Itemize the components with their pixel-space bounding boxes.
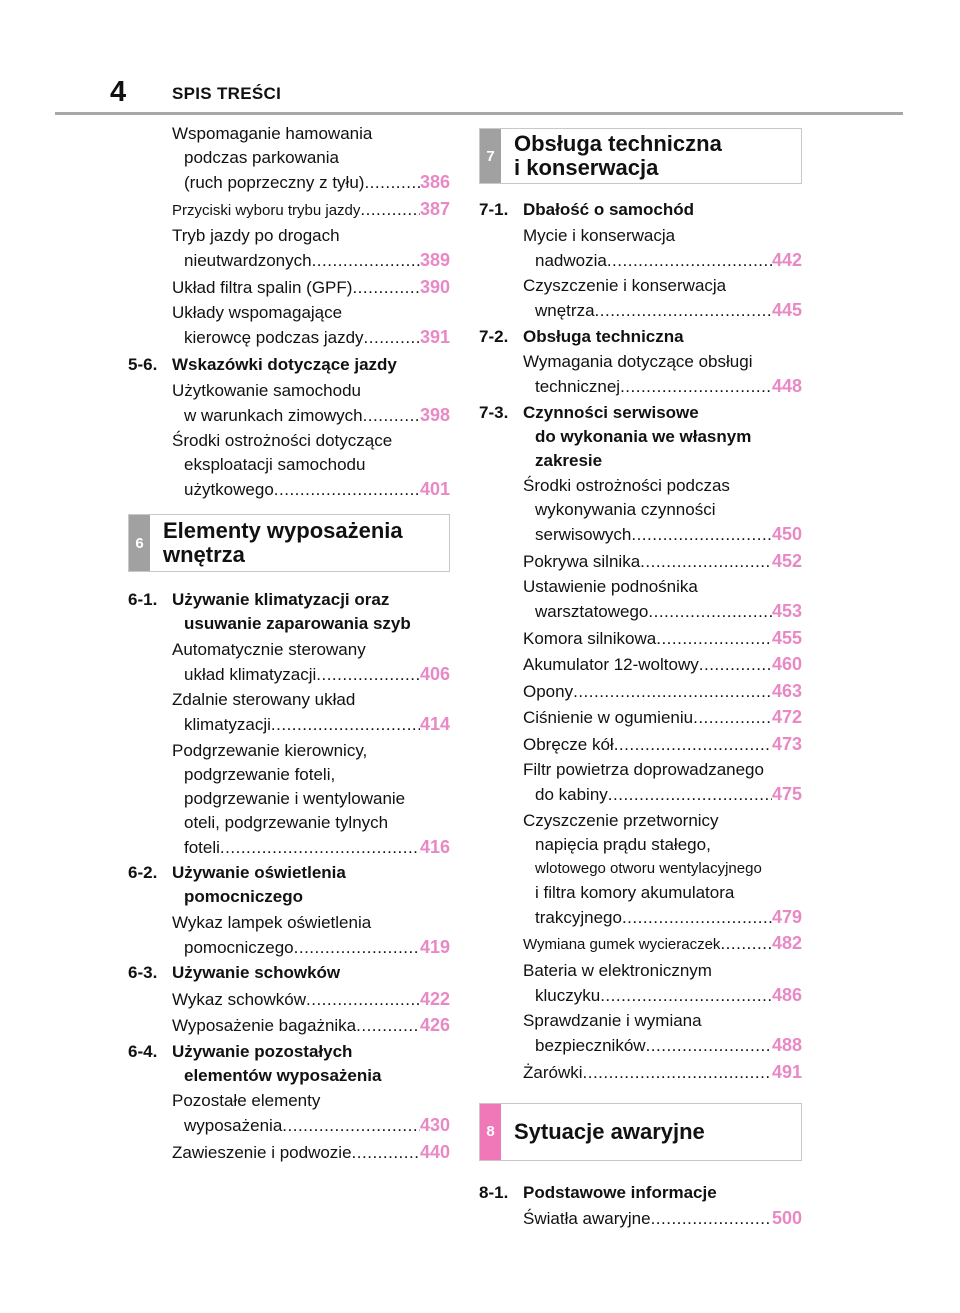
toc-entry-text: Wykaz schowków [172,989,306,1009]
section-heading[interactable] [479,198,802,222]
toc-entry-text: Opony [523,681,574,701]
page-ref[interactable]: 419 [419,936,450,957]
section-heading[interactable] [479,325,802,349]
toc-entry-text: i filtra komory akumulatora [535,882,735,902]
toc-entry-text: technicznej [535,377,621,396]
section-title: Podstawowe informacje [523,1182,717,1202]
chapter-title-line: wnętrza [163,542,245,567]
section-number: 7-3. [479,402,509,422]
toc-entry-line [523,782,802,807]
toc-entry[interactable] [128,379,450,428]
toc-entry-text: Mycie i konserwacja [523,225,676,245]
section-title: do wykonania we własnym [535,426,752,446]
toc-entry[interactable] [128,224,450,273]
toc-entry-line [523,522,802,547]
toc-entry-text: podczas parkowania [184,148,339,167]
toc-entry-text: Tryb jazdy po drogach [172,226,340,245]
section-title: usuwanie zaparowania szyb [184,614,411,633]
page-ref[interactable]: 386 [419,172,450,192]
page-ref[interactable]: 460 [771,654,802,674]
chapter-title-line: Elementy wyposażenia [163,518,403,543]
toc-entry[interactable] [128,1089,450,1138]
toc-section [479,1181,802,1232]
toc-entry[interactable] [479,679,802,704]
toc-entry-line [523,374,802,399]
section-title: Używanie pozostałych [172,1041,353,1061]
page-ref[interactable]: 452 [771,550,802,571]
dot-leader [364,326,420,350]
toc-column-right [479,122,802,1233]
dot-leader [271,713,420,737]
toc-entry-text: bezpieczników [535,1036,646,1055]
section-title: Obsługa techniczna [523,326,684,346]
toc-section [128,961,450,1038]
toc-entry-line [172,170,450,195]
section-heading[interactable] [479,1181,802,1205]
section-number: 6-4. [128,1041,158,1061]
toc-entry-line [523,931,802,957]
toc-column-left [128,122,450,1166]
toc-entry-line [172,712,450,737]
dot-leader [274,478,420,502]
toc-entry-line [172,197,450,223]
toc-entry-line [523,983,802,1008]
chapter-tab: 6 [129,515,150,571]
dot-leader [614,733,772,757]
toc-entry-line [172,403,450,428]
dot-leader [316,663,420,687]
toc-entry-line [172,325,450,350]
page-ref[interactable]: 491 [771,1061,802,1082]
toc-entry-text: Podgrzewanie kierownicy, [172,740,368,760]
chapter-title-line: Sytuacje awaryjne [514,1118,705,1144]
toc-entry-line [523,732,802,757]
section-heading[interactable] [479,401,802,473]
page-ref[interactable]: 398 [419,404,450,425]
dot-leader [282,1114,420,1138]
toc-section [479,401,802,1085]
page-ref[interactable]: 445 [771,300,802,320]
page-ref[interactable]: 479 [771,906,802,927]
toc-entry-line [172,1140,450,1165]
section-number: 7-2. [479,326,509,346]
toc-entry-line [172,835,450,860]
toc-entry-text: podgrzewanie i wentylowanie [184,788,406,808]
toc-entry-text: trakcyjnego [535,907,622,927]
page-ref[interactable]: 455 [771,627,802,648]
toc-entry[interactable] [479,705,802,730]
toc-entry-text: Przyciski wyboru trybu jazdy [172,201,361,219]
toc-entry-line [523,1206,802,1231]
toc-chapter-6-sections [128,588,450,1165]
toc-entry-text: Wspomaganie hamowania [172,124,373,143]
page-ref[interactable]: 390 [419,276,450,297]
dot-leader [352,276,420,300]
chapter-title [514,129,722,183]
toc-entry-text: Wymagania dotyczące obsługi [523,352,753,371]
page-ref[interactable]: 406 [419,663,450,684]
dot-leader [631,523,772,547]
toc-chapter-8-sections [479,1181,802,1232]
header-rule [55,112,903,115]
toc-chapter-7-sections [479,198,802,1085]
toc-entry-line [523,599,802,624]
toc-entry[interactable] [128,429,450,502]
dot-leader [220,836,420,860]
toc-entry-text: Akumulator 12-woltowy [523,655,699,674]
section-number: 6-1. [128,590,158,609]
section-title: Używanie schowków [172,963,341,982]
toc-entry[interactable] [479,732,802,757]
dot-leader [312,249,420,273]
toc-entry-text: Wykaz lampek oświetlenia [172,912,372,932]
chapter-tab: 8 [480,1104,501,1160]
section-number: 7-1. [479,200,509,219]
toc-entry-text: pomocniczego [184,937,294,957]
section-title: Wskazówki dotyczące jazdy [172,355,397,374]
page-ref[interactable]: 463 [771,680,802,701]
toc-entry-line [523,549,802,574]
page-ref[interactable]: 426 [419,1015,450,1035]
toc-entry-line [523,248,802,273]
toc-entry[interactable] [479,652,802,677]
toc-entry-text: w warunkach zimowych [184,405,363,425]
toc-entry-text: Wymiana gumek wycieraczek [523,936,721,953]
page-ref[interactable]: 440 [419,1141,450,1162]
section-title: elementów wyposażenia [184,1065,382,1085]
dot-leader [356,1014,420,1038]
toc-entry[interactable] [479,224,802,273]
page-ref[interactable]: 448 [771,376,802,396]
dot-leader [306,988,420,1012]
toc-entry[interactable] [479,549,802,574]
toc-entry-text: foteli [184,837,220,857]
chapter-title-line: Obsługa techniczna [514,131,722,156]
page-ref[interactable]: 387 [419,198,450,219]
chapter-8-box[interactable] [479,1103,802,1161]
dot-leader [352,1141,420,1165]
toc-entry-text: Filtr powietrza doprowadzanego [523,760,764,779]
page-ref[interactable]: 430 [419,1115,450,1135]
toc-entry-text: Światła awaryjne [523,1209,651,1228]
toc-entry-line [172,935,450,960]
toc-entry[interactable] [479,575,802,624]
dot-leader [622,906,772,930]
toc-entry-line [172,1113,450,1138]
toc-entry[interactable] [479,474,802,547]
toc-entry-text: Czyszczenie przetwornicy [523,810,719,830]
toc-entry-text: Sprawdzanie i wymiana [523,1011,702,1030]
section-number: 6-2. [128,863,158,882]
toc-entry[interactable] [479,626,802,651]
dot-leader [608,783,772,807]
page-ref[interactable]: 473 [771,733,802,754]
dot-leader [363,404,420,428]
toc-entry[interactable] [128,1140,450,1165]
toc-section [128,353,450,502]
page-ref[interactable]: 500 [771,1208,802,1228]
toc-entry[interactable] [479,758,802,807]
toc-entry-text: wykonywania czynności [535,500,716,519]
section-title: Dbałość o samochód [523,200,694,219]
section-title: Używanie klimatyzacji oraz [172,590,390,609]
dot-leader [648,600,772,624]
toc-entry-text: Czyszczenie i konserwacja [523,276,727,295]
toc-entry-text: Zdalnie sterowany układ [172,690,356,709]
dot-leader [640,550,772,574]
toc-entry-text: wlotowego otworu wentylacyjnego [535,859,762,877]
toc-entry[interactable] [479,1206,802,1231]
toc-entry-line [523,652,802,677]
page-ref[interactable]: 453 [771,601,802,621]
toc-entry-text: Wyposażenie bagażnika [172,1016,357,1035]
toc-entry-line [523,679,802,704]
chapter-7-box[interactable] [479,128,802,184]
page-number: 4 [110,76,127,108]
toc-entry-text: kierowcę podczas jazdy [184,328,364,347]
toc-entry-text: wyposażenia [184,1116,283,1135]
toc-entry-text: Automatycznie sterowany [172,639,366,659]
dot-leader [607,249,772,273]
section-number: 8-1. [479,1182,509,1202]
toc-entry-text: napięcia prądu stałego, [535,834,711,854]
toc-section [479,325,802,400]
toc-entry-text: użytkowego [184,480,274,499]
toc-entry[interactable] [128,739,450,860]
toc-entry-text: serwisowych [535,525,632,544]
dot-leader [583,1061,772,1085]
toc-entry-line [523,626,802,651]
chapter-title [514,1104,705,1160]
toc-entry-text: klimatyzacji [184,715,271,734]
toc-entry-text: do kabiny [535,785,608,804]
toc-entry[interactable] [128,1013,450,1038]
toc-entry-text: Ustawienie podnośnika [523,577,698,596]
toc-entry[interactable] [128,638,450,687]
dot-leader [360,198,420,222]
toc-entry-line [172,275,450,300]
page-ref[interactable]: 401 [419,479,450,499]
toc-entry[interactable] [479,959,802,1008]
toc-entry[interactable] [128,275,450,300]
toc-section [128,588,450,860]
section-heading[interactable] [128,861,450,909]
toc-entry-text: Środki ostrożności dotyczące [172,431,393,450]
page-ref[interactable]: 475 [771,784,802,804]
page-ref[interactable]: 482 [771,933,802,953]
toc-entry-text: nieutwardzonych [184,251,312,270]
toc-entry-text: Pokrywa silnika [523,551,641,571]
toc-entry-line [523,905,802,930]
dot-leader [595,299,772,323]
toc-entry[interactable] [479,931,802,957]
toc-entry-text: Środki ostrożności podczas [523,476,730,495]
toc-entry-text: kluczyku [535,985,601,1005]
page-ref[interactable]: 450 [771,524,802,544]
toc-entry-text: warsztatowego [535,602,649,621]
toc-entry[interactable] [128,301,450,350]
toc-entry-line [172,1013,450,1038]
section-heading[interactable] [128,961,450,985]
page-ref[interactable]: 442 [771,249,802,270]
section-heading[interactable] [128,1040,450,1088]
dot-leader [651,1207,772,1231]
section-number: 5-6. [128,355,158,374]
chapter-tab: 7 [480,129,501,183]
section-heading[interactable] [128,353,450,377]
toc-entry[interactable] [128,987,450,1012]
dot-leader [620,375,772,399]
toc-entry-text: Układ filtra spalin (GPF) [172,277,353,297]
toc-entry-line [523,705,802,730]
page-ref[interactable]: 391 [419,327,450,347]
toc-section-5-6 [128,353,450,502]
toc-entry-line [523,1033,802,1058]
toc-entry[interactable] [479,1060,802,1085]
chapter-6-box[interactable] [128,514,450,572]
toc-entry-text: Komora silnikowa [523,628,657,648]
page-ref[interactable]: 472 [771,707,802,727]
page-ref[interactable]: 389 [419,250,450,270]
chapter-title [163,515,403,571]
toc-entry-line [523,1060,802,1085]
dot-leader [699,653,772,677]
toc-entry-line [172,662,450,687]
section-title: Czynności serwisowe [523,402,699,422]
toc-entry-text: podgrzewanie foteli, [184,764,336,784]
dot-leader [600,984,772,1008]
toc-entry[interactable] [479,1009,802,1058]
toc-entry[interactable] [479,274,802,323]
page-title: SPIS TREŚCI [172,84,282,103]
page-ref[interactable]: 486 [771,984,802,1005]
dot-leader [656,627,772,651]
toc-section [479,198,802,323]
toc-section [128,1040,450,1165]
section-number: 6-3. [128,963,158,982]
toc-entry[interactable] [128,122,450,195]
toc-entry-text: Zawieszenie i podwozie [172,1142,352,1162]
toc-entry[interactable] [128,688,450,737]
toc-entry-text: Bateria w elektronicznym [523,960,712,980]
page-header [110,74,900,114]
section-title: Używanie oświetlenia [172,863,346,882]
page-ref[interactable]: 416 [419,836,450,857]
toc-entry-text: Ciśnienie w ogumieniu [523,708,694,727]
toc-entry-text: Układy wspomagające [172,303,343,322]
toc-entry-text: (ruch poprzeczny z tyłu) [184,173,365,192]
dot-leader [646,1034,772,1058]
toc-entry-text: nadwozia [535,250,607,270]
dot-leader [720,932,772,956]
toc-entry[interactable] [128,911,450,960]
toc-entry-line [523,298,802,323]
section-heading[interactable] [128,588,450,636]
toc-entry-line [172,248,450,273]
dot-leader [294,936,420,960]
toc-entry-text: eksploatacji samochodu [184,455,366,474]
toc-entry[interactable] [479,350,802,399]
toc-section [128,861,450,960]
section-title: pomocniczego [184,887,304,906]
toc-entry-text: Żarówki [523,1062,583,1082]
toc-entry-text: Pozostałe elementy [172,1091,321,1110]
section-title: zakresie [535,450,603,470]
toc-entry-line [172,477,450,502]
toc-group-continued [128,122,450,350]
toc-entry-text: wnętrza [535,301,595,320]
page-ref[interactable]: 414 [419,714,450,734]
toc-entry[interactable] [479,809,802,930]
page-ref[interactable]: 488 [771,1035,802,1055]
dot-leader [573,680,772,704]
toc-entry-text: oteli, podgrzewanie tylnych [184,812,389,832]
toc-entry[interactable] [128,197,450,223]
dot-leader [364,171,420,195]
toc-entry-text: Użytkowanie samochodu [172,380,361,400]
page-ref[interactable]: 422 [419,988,450,1009]
toc-entry-text: Obręcze kół [523,734,614,754]
chapter-title-line: i konserwacja [514,155,659,180]
toc-entry-line [172,987,450,1012]
toc-entry-text: układ klimatyzacji [184,664,317,684]
dot-leader [693,706,772,730]
